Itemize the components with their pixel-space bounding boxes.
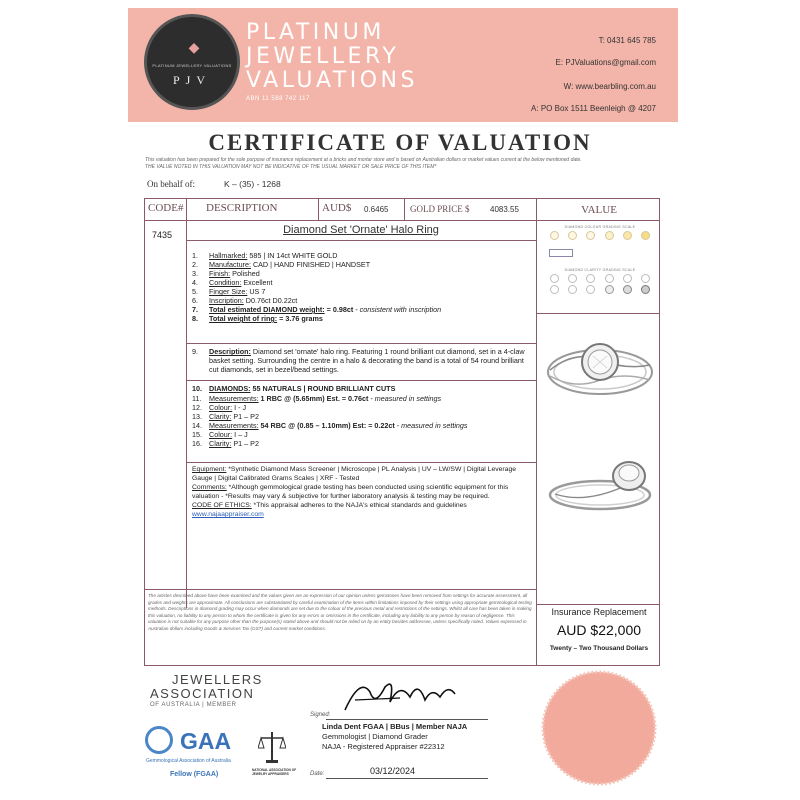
diamond-icon [605, 285, 614, 294]
abn-number: ABN 11 588 742 117 [246, 96, 310, 102]
colour-chart-caption: DIAMOND COLOUR GRADING SCALE [564, 225, 636, 229]
colour-grading-chart [545, 225, 655, 263]
jewellers-association-line1: JEWELLERS [172, 672, 263, 687]
disclaimer-line2: THE VALUE NOTED IN THIS VALUATION MAY NOT BE INDICATIVE OF THE USUAL MARKET OR SALE PRICE OF THIS ITEM* [145, 164, 437, 170]
contact-website[interactable]: W: www.bearbling.com.au [563, 82, 656, 91]
insurance-replacement-label: Insurance Replacement [551, 607, 647, 617]
diamond-icon [605, 274, 614, 283]
gaa-subtitle: Gemmological Association of Australia [146, 758, 231, 764]
ethics-text: *This appraisal adheres to the NAJA's ethical standards and guidelines [251, 502, 467, 509]
header-aud-value: 0.6465 [364, 205, 389, 214]
diamond-icon [641, 274, 650, 283]
pjv-logo [144, 14, 240, 110]
value-chart-divider [536, 313, 660, 314]
signed-label: Signed: [310, 712, 331, 718]
value-column-divider [536, 198, 537, 666]
contact-address: A: PO Box 1511 Beenleigh @ 4207 [531, 104, 656, 113]
gaa-logo-text: GAA [180, 728, 232, 754]
disclaimer [145, 157, 665, 171]
header-divider-1 [318, 198, 319, 220]
comments-text: *Although gemmological grade testing has been conducted using scientific equipment for this valuation - *Results may vary & subjective for further laboratory analysis & testing may be required. [192, 484, 509, 500]
naja-scales-icon [258, 730, 286, 764]
gaa-fellow: Fellow (FGAA) [170, 771, 219, 778]
ethics-label: CODE OF ETHICS: [192, 502, 252, 509]
comments-label: Comments: [192, 484, 227, 491]
date-line [326, 778, 488, 779]
signer-title-1: Gemmologist | Diamond Grader [322, 732, 428, 741]
clarity-chart-caption: DIAMOND CLARITY GRADING SCALE [564, 268, 636, 272]
header-value: VALUE [581, 204, 617, 216]
diamond-icon [605, 231, 614, 240]
row-divider-8 [186, 343, 536, 344]
header-description: DESCRIPTION [206, 202, 278, 214]
diamond-icon [623, 274, 632, 283]
header-gold-price: GOLD PRICE $ [410, 204, 470, 214]
diamond-icon [568, 285, 577, 294]
footer-divider [144, 589, 536, 590]
header-gold-value: 4083.55 [490, 205, 519, 214]
table-header-divider [144, 220, 660, 221]
certificate-title: CERTIFICATE OF VALUATION [208, 130, 592, 155]
header-aud: AUD$ [322, 202, 352, 214]
naja-link[interactable]: www.najaappraiser.com [192, 511, 264, 518]
header-banner [128, 8, 678, 122]
disclaimer-line1: This valuation has been prepared for the sole purpose of insurance replacement at a bricks and mortar store and is based on Australian dollars or market values current at the below mentioned date. [145, 157, 582, 163]
insurance-value: AUD $22,000 [556, 622, 642, 638]
diamond-icon [568, 274, 577, 283]
diamond-icon [550, 274, 559, 283]
equipment-label: Equipment: [192, 466, 227, 473]
row-divider-16 [186, 462, 536, 463]
row-divider-9 [186, 380, 536, 381]
diamond-icon [623, 285, 632, 294]
item-code: 7435 [152, 230, 173, 240]
logo-initials: PJV [172, 73, 211, 87]
ring-title: Diamond Set 'Ornate' Halo Ring [283, 224, 439, 236]
equipment-section [192, 465, 532, 519]
brand-name-line1: PLATINUM [246, 20, 385, 45]
jewellers-association-line2: ASSOCIATION [150, 686, 255, 701]
diamond-icon [641, 231, 650, 240]
diamond-icon: ◆ [188, 39, 200, 55]
naja-subtitle: NATIONAL ASSOCIATION OF JEWELRY APPRAISERS [252, 768, 297, 776]
jewellers-association-line3: OF AUSTRALIA | MEMBER [150, 702, 237, 708]
brand-name-line2: JEWELLERY [246, 44, 400, 69]
clarity-scale-1 [545, 274, 655, 283]
diamond-icon [550, 285, 559, 294]
logo-tagline: PLATINUM JEWELLERY VALUATIONS [152, 63, 232, 68]
colour-scale [545, 231, 655, 240]
behalf-label: On behalf of: [147, 179, 195, 189]
gaa-badge-icon [145, 726, 173, 754]
signer-name: Linda Dent FGAA | BBus | Member NAJA [322, 722, 468, 731]
grade-marker [549, 249, 573, 257]
diamond-icon [641, 285, 650, 294]
diamond-icon [586, 231, 595, 240]
clarity-scale-2 [545, 285, 655, 294]
diamond-icon [623, 231, 632, 240]
contact-email[interactable]: E: PJValuations@gmail.com [555, 58, 656, 67]
legal-footnote: The articles described above have been examined and the values given are an expression of our opinion unless gemstones have been removed from settings for accurate assessment, all grades and weights are approximate. All conclusions are substantiated by careful examination of the items within limitations imposed by their settings using appropriate gemmological testing methods. Descriptions in diamond grading may occur when diamonds are set due to the colour of the precious metal and restrictions of the settings. Whilst all care has been taken in making this valuation, no liability to any person to whom the certificate is given for any errors or omissions in the certificate, including any liability to any person by reason of negligence. This valuation is not suitable for any purpose other than the purpose(s) stated above and should not be relied on by an entity besides addressee, unless specifically noted. Values expressed in Australian dollars including Goods & Services Tax (GST) and current market conditions. [148, 593, 532, 631]
code-column-divider [186, 198, 187, 608]
title-row-divider [186, 240, 536, 241]
embossed-seal-icon [540, 669, 658, 787]
diamond-icon [586, 274, 595, 283]
signature-line [326, 719, 488, 720]
diamond-icon [568, 231, 577, 240]
ring-photo-top [545, 320, 655, 420]
header-divider-2 [404, 198, 405, 220]
ring-photo-side [545, 440, 655, 530]
equipment-text: *Synthetic Diamond Mass Screener | Microscope | PL Analysis | UV – LW/SW | Digital Leverage Gauge | Digital Calibrated Grams Scales | XRF - Tested [192, 466, 517, 482]
insurance-value-words: Twenty – Two Thousand Dollars [549, 645, 649, 652]
brand-name-line3: VALUATIONS [246, 68, 418, 93]
value-insurance-divider [536, 604, 660, 605]
signer-title-2: NAJA - Registered Appraiser #22312 [322, 742, 445, 751]
date-label: Date: [310, 771, 325, 777]
contact-phone: T: 0431 645 785 [598, 36, 656, 45]
behalf-value: K – (35) - 1268 [224, 179, 281, 189]
diamond-icon [586, 285, 595, 294]
diamond-icon [550, 231, 559, 240]
signature-image [340, 672, 460, 717]
clarity-grading-chart [545, 268, 655, 310]
header-code: CODE# [148, 202, 184, 214]
date-value: 03/12/2024 [370, 766, 416, 776]
